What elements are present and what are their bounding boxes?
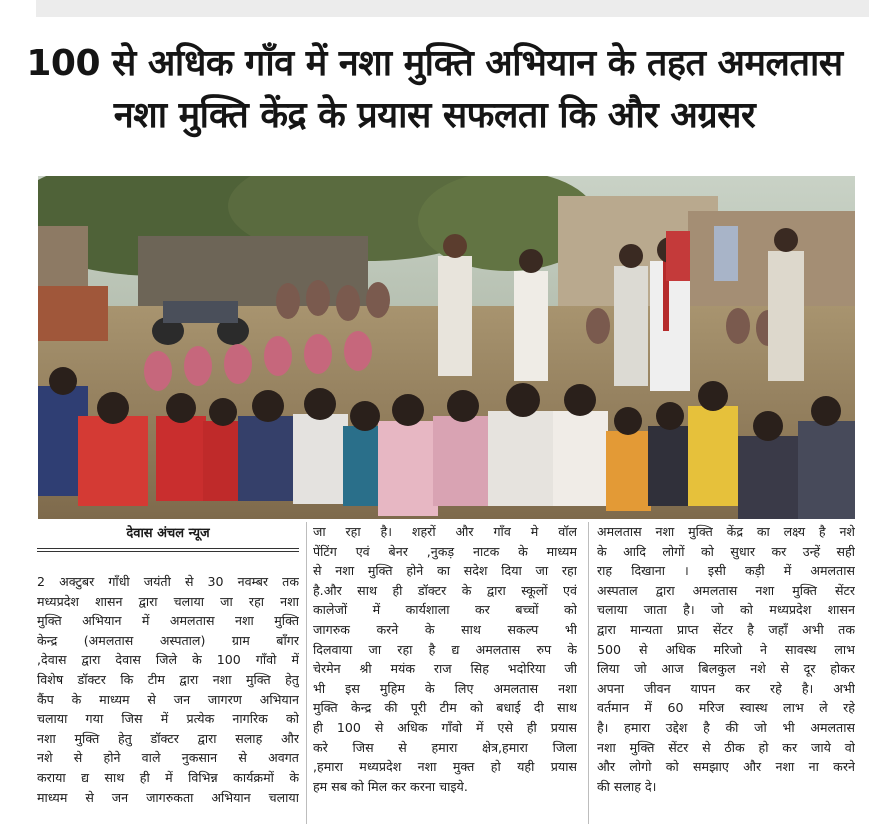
text-line: अपना जीवन यापन कर रहे है। अभी bbox=[597, 680, 855, 696]
column-divider-2 bbox=[588, 522, 589, 824]
text-line: हम सब को मिल कर करना चाइये. bbox=[313, 778, 468, 794]
text-line: पेंटिंग एवं बेनर ,नुकड़ नाटक के माध्यम bbox=[313, 543, 577, 559]
column-divider-1 bbox=[306, 522, 307, 824]
article-column-2 bbox=[313, 522, 577, 796]
text-line: नशा मुक्ति हेतु डॉक्टर द्वारा सलाह और bbox=[37, 730, 299, 746]
byline: देवास अंचल न्यूज bbox=[126, 526, 210, 541]
text-line: माध्यम से जन जागरुकता अभियान चलाया bbox=[37, 789, 299, 805]
text-line: राह दिखाना । इसी कड़ी में अमलतास bbox=[597, 563, 855, 579]
text-line: की सलाह दे। bbox=[597, 778, 657, 794]
text-line: नशा मुक्ति सेंटर से ठीक हो कर जाये वो bbox=[597, 739, 855, 755]
text-line: है.और साथ ही डॉक्टर के द्वारा स्कूलों एवं bbox=[313, 582, 577, 598]
text-line: 2 अक्टुबर गाँधी जयंती से 30 नवम्बर तक bbox=[37, 574, 299, 589]
text-line: जा रहा है। शहरों और गाँव मे वॉल bbox=[313, 524, 577, 539]
text-line: भी इस मुहिम के लिए अमलतास नशा bbox=[313, 680, 577, 696]
text-line: वर्तमान में 60 मरिज स्वास्थ लाभ ले रहे bbox=[597, 700, 855, 716]
text-line: ,देवास द्वारा देवास जिले के 100 गाँवो में bbox=[37, 652, 299, 668]
text-line: केन्द्र (अमलतास अस्पताल) ग्राम बाँगर bbox=[37, 632, 299, 648]
text-line: से नशा मुक्ति होने का सदेश दिया जा रहा bbox=[313, 563, 577, 579]
top-margin-strip bbox=[36, 0, 869, 17]
headline-line-1: 100 से अधिक गाँव में नशा मुक्ति अभियान के तहत अमलतास bbox=[26, 43, 843, 84]
text-line: विशेष डॉक्टर कि टीम द्वारा नशा मुक्ति हेतु bbox=[37, 671, 299, 687]
text-line: मध्यप्रदेश शासन द्वारा चलाया जा रहा नशा bbox=[37, 593, 299, 609]
text-line: चेरमेन श्री मयंक राज सिह भदोरिया जी bbox=[313, 661, 577, 677]
text-line: अस्पताल द्वारा अमलतास नशा मुक्ति सेंटर bbox=[597, 582, 855, 598]
byline-rule-double bbox=[37, 551, 299, 552]
text-line: लिया जो आज बिलकुल नशे से दूर होकर bbox=[597, 661, 855, 677]
text-line: कैंप के माध्यम से जन जागरण अभियान bbox=[37, 691, 299, 707]
headline bbox=[0, 38, 869, 142]
text-line: करे जिस से हमारा क्षेत्र,हमारा जिला bbox=[313, 739, 577, 755]
byline-rule bbox=[37, 548, 299, 549]
photo-icon bbox=[38, 176, 855, 519]
text-line: दिलवाया जा रहा है द्य अमलतास रुप के bbox=[313, 641, 577, 657]
text-line: कालेजों में कार्यशाला कर बच्चों को bbox=[313, 602, 577, 618]
text-line: 500 से अधिक मरिजो ने सावस्थ लाभ bbox=[597, 641, 855, 657]
text-line: चलाया गया जिस में प्रत्येक नागरिक को bbox=[37, 711, 299, 727]
news-photo bbox=[38, 176, 855, 519]
text-line: के आदि लोगों को सुधार कर उन्हें सही bbox=[597, 543, 855, 559]
text-line: ,हमारा मध्यप्रदेश नशा मुक्त हो यही प्रयास bbox=[313, 759, 577, 775]
text-line: अमलतास नशा मुक्ति केंद्र का लक्ष्य है नशे bbox=[597, 524, 855, 539]
article-column-3 bbox=[597, 522, 855, 796]
text-line: कराया द्य साथ ही में विभिन्न कार्यक्रमों के bbox=[37, 769, 299, 785]
text-line: द्वारा मान्यता प्राप्त सेंटर है जहाँ अभी तक bbox=[597, 621, 855, 637]
text-line: नशे से होने वाले नुकसान से अवगत bbox=[37, 750, 299, 766]
text-line: है। हमारा उद्देश है की जो भी अमलतास bbox=[597, 719, 855, 735]
article-column-1 bbox=[37, 572, 299, 807]
headline-line-2: नशा मुक्ति केंद्र के प्रयास सफलता कि और अग्रसर bbox=[113, 95, 756, 136]
text-line: और लोगो को समझाए और नशा ना करने bbox=[597, 759, 855, 775]
text-line: चलाया जाता है। जो को मध्यप्रदेश शासन bbox=[597, 602, 855, 618]
text-line: मुक्ति अभियान में अमलतास नशा मुक्ति bbox=[37, 613, 299, 629]
text-line: जागरुक करने के साथ सकल्प भी bbox=[313, 621, 577, 637]
text-line: ही 100 से अधिक गाँवो में एसे ही प्रयास bbox=[313, 719, 577, 735]
text-line: मुक्ति केन्द्र की पूरी टीम को बधाई दी साथ bbox=[313, 700, 577, 716]
